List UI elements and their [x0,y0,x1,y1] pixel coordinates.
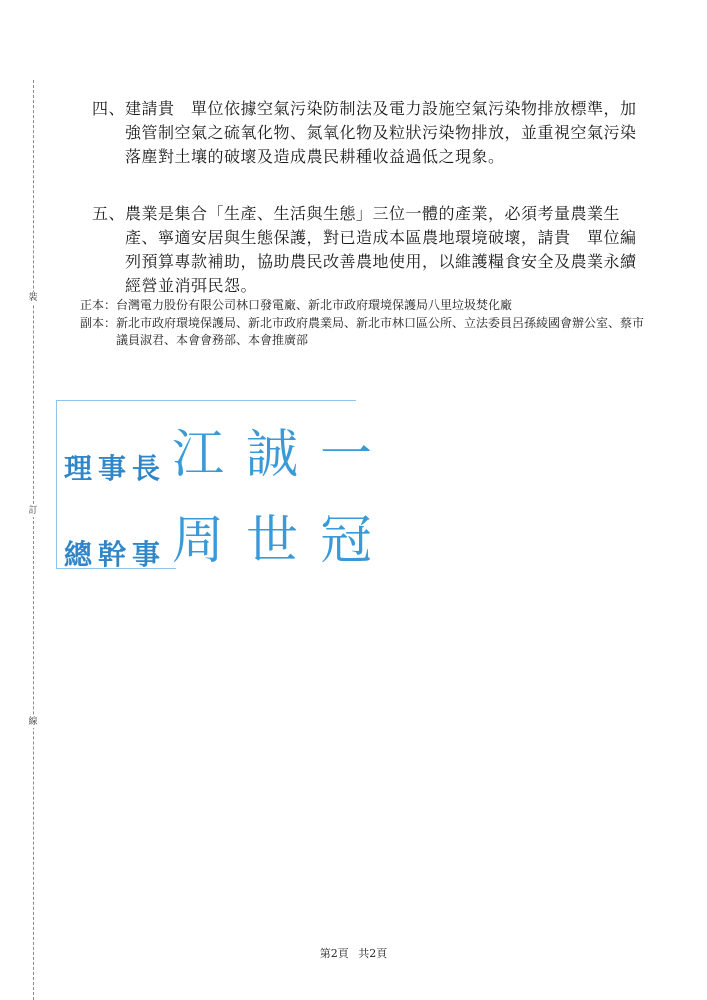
clause-four [92,97,652,169]
binding-line [33,80,34,1000]
secretary-name: 周世冠 [172,511,395,571]
secretary-stamp-row [64,498,394,573]
chairman-title: 理事長 [64,452,167,485]
copy-label: 副本： [80,316,117,330]
clause-text: 建請貴 單位依據空氣污染防制法及電力設施空氣污染物排放標準，加強管制空氣之硫氧化物、氮氧化物及粒狀污染物排放，並重視空氣污染落塵對土壤的破壞及造成農民耕種收益過低之現象。 [125,99,637,166]
binding-mark-staple: 訂 [28,506,38,516]
chairman-stamp-row [64,412,394,487]
secretary-title: 總幹事 [64,538,167,571]
copy-recipients [80,315,650,349]
binding-mark-line: 線 [28,717,38,727]
primary-value: 台灣電力股份有限公司林口發電廠、新北市政府環境保護局八里垃圾焚化廠 [116,298,513,312]
primary-label: 正本： [80,298,117,312]
official-seal-stamp [56,390,395,571]
page-number: 第2頁 [319,947,349,960]
binding-mark-bind: 裝 [28,293,38,303]
chairman-name: 江誠一 [172,425,395,485]
primary-recipients [80,297,680,314]
page-footer [0,945,707,961]
clause-number: 四、 [92,99,126,118]
clause-number: 五、 [92,204,126,223]
clause-five [92,202,652,298]
clause-text: 農業是集合「生產、生活與生態」三位一體的產業，必須考量農業生產、寧適安居與生態保護，對已造成本區農地環境破壞，請貴 單位編列預算專款補助，協助農民改善農地使用，以維護糧食安全及農業永續經營並消弭民怨。 [125,204,637,295]
copy-value: 新北市政府環境保護局、新北市政府農業局、新北市林口區公所、立法委員呂孫綾國會辦公室、蔡市議員淑君、本會會務部、本會推廣部 [116,316,645,347]
page-total: 共2頁 [358,947,388,960]
